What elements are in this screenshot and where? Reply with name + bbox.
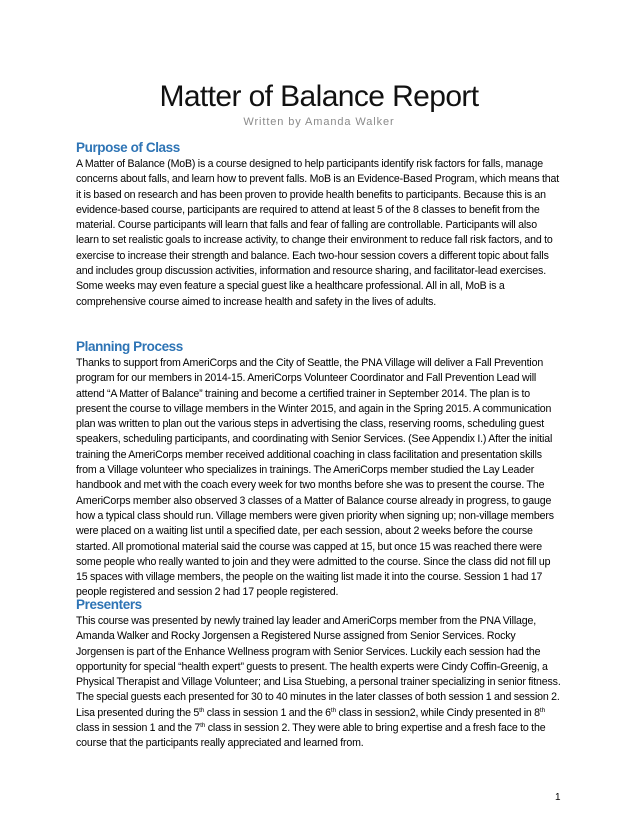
ordinal-suffix: th bbox=[199, 706, 205, 714]
ordinal-suffix: th bbox=[330, 706, 337, 714]
page-number: 1 bbox=[555, 792, 561, 803]
body-text: class in session 2. They were able to bring expertise and a fresh face to the course that the participants really appreciated and learned from. bbox=[76, 722, 546, 750]
section-purpose-of-class bbox=[76, 140, 562, 310]
section-heading: Presenters bbox=[76, 597, 142, 612]
ordinal-suffix: th bbox=[539, 706, 546, 714]
body-text: class in session 1 and the 7 bbox=[76, 722, 201, 735]
section-presenters bbox=[76, 597, 562, 752]
section-heading: Planning Process bbox=[76, 339, 183, 354]
ordinal-suffix: th bbox=[200, 722, 206, 730]
section-planning-process bbox=[76, 339, 562, 601]
body-text: class in session 1 and the 6 bbox=[204, 706, 331, 719]
section-body: Thanks to support from AmeriCorps and the City of Seattle, the PNA Village will deliver a Fall Prevention program for our members in 2014-15. AmeriCorps Volunteer Coordinator and Fall Prevention Lead will attend “A Matter of Balance” training and become a certified trainer in September 2014. The plan is to present the course to village members in the Winter 2015, and again in the Spring 2015. A communication plan was written to plan out the various steps in advertising the class, reserving rooms, scheduling guest speakers, scheduling participants, and coordinating with Senior Services. (See Appendix I.) After the initial training the AmeriCorps member received additional coaching in class facilitation and presentation skills from a Village volunteer who specializes in trainings. The AmeriCorps member studied the Lay Leader handbook and met with the coach every week for two months before she was to present the course. The AmeriCorps member also observed 3 classes of a Matter of Balance course already in progress, to gauge how a typical class should run. Village members were given priority when signing up; non-village members were placed on a waiting list until a specified date, per each session, about 2 weeks before the course started. All promotional material said the course was capped at 15, but once 15 was reached there were some people who really wanted to join and they were admitted to the course. Since the class did not fill up 15 spaces with village members, the people on the waiting list made it into the course. Session 1 had 17 people registered and session 2 had 17 people registered. bbox=[76, 357, 554, 599]
document-subtitle: Written by Amanda Walker bbox=[243, 116, 395, 128]
section-body: A Matter of Balance (MoB) is a course designed to help participants identify risk factors for falls, manage concerns about falls, and learn how to prevent falls. MoB is an Evidence-Based Program, which means that it is based on research and has been proven to provide health benefits to participants. Because this is an evidence-based course, participants are required to attend at least 5 of the 8 classes to benefit from the material. Course participants will learn that falls and fear of falling are controllable. Participants will also learn to set realistic goals to increase activity, to change their environment to reduce fall risk factors, and to exercise to increase their strength and balance. Each two-hour session covers a different topic about falls and includes group discussion activities, information and resource sharing, and facilitator-lead exercises. Some weeks may even feature a special guest like a healthcare professional. All in all, MoB is a comprehensive course aimed to increase health and safety in the lives of adults. bbox=[76, 158, 560, 308]
body-text: class in session2, while Cindy presented in 8 bbox=[336, 706, 540, 719]
section-heading: Purpose of Class bbox=[76, 140, 180, 155]
body-text: This course was presented by newly trained lay leader and AmeriCorps member from the PNA Village, Amanda Walker and Rocky Jorgensen a Registered Nurse assigned from Senior Services. Rocky Jorgensen is part of the Enhance Wellness program with Senior Services. Luckily each session had the opportunity for special “health expert” guests to present. The health experts were Cindy Coffin-Greenig, a Physical Therapist and Village Volunteer; and Lisa Stuebing, a personal trainer specializing in senior fitness. The special guests each presented for 30 to 40 minutes in the later classes of both session 1 and session 2. Lisa presented during the 5 bbox=[76, 615, 561, 719]
document-title: Matter of Balance Report bbox=[159, 80, 479, 113]
section-body bbox=[76, 614, 562, 752]
